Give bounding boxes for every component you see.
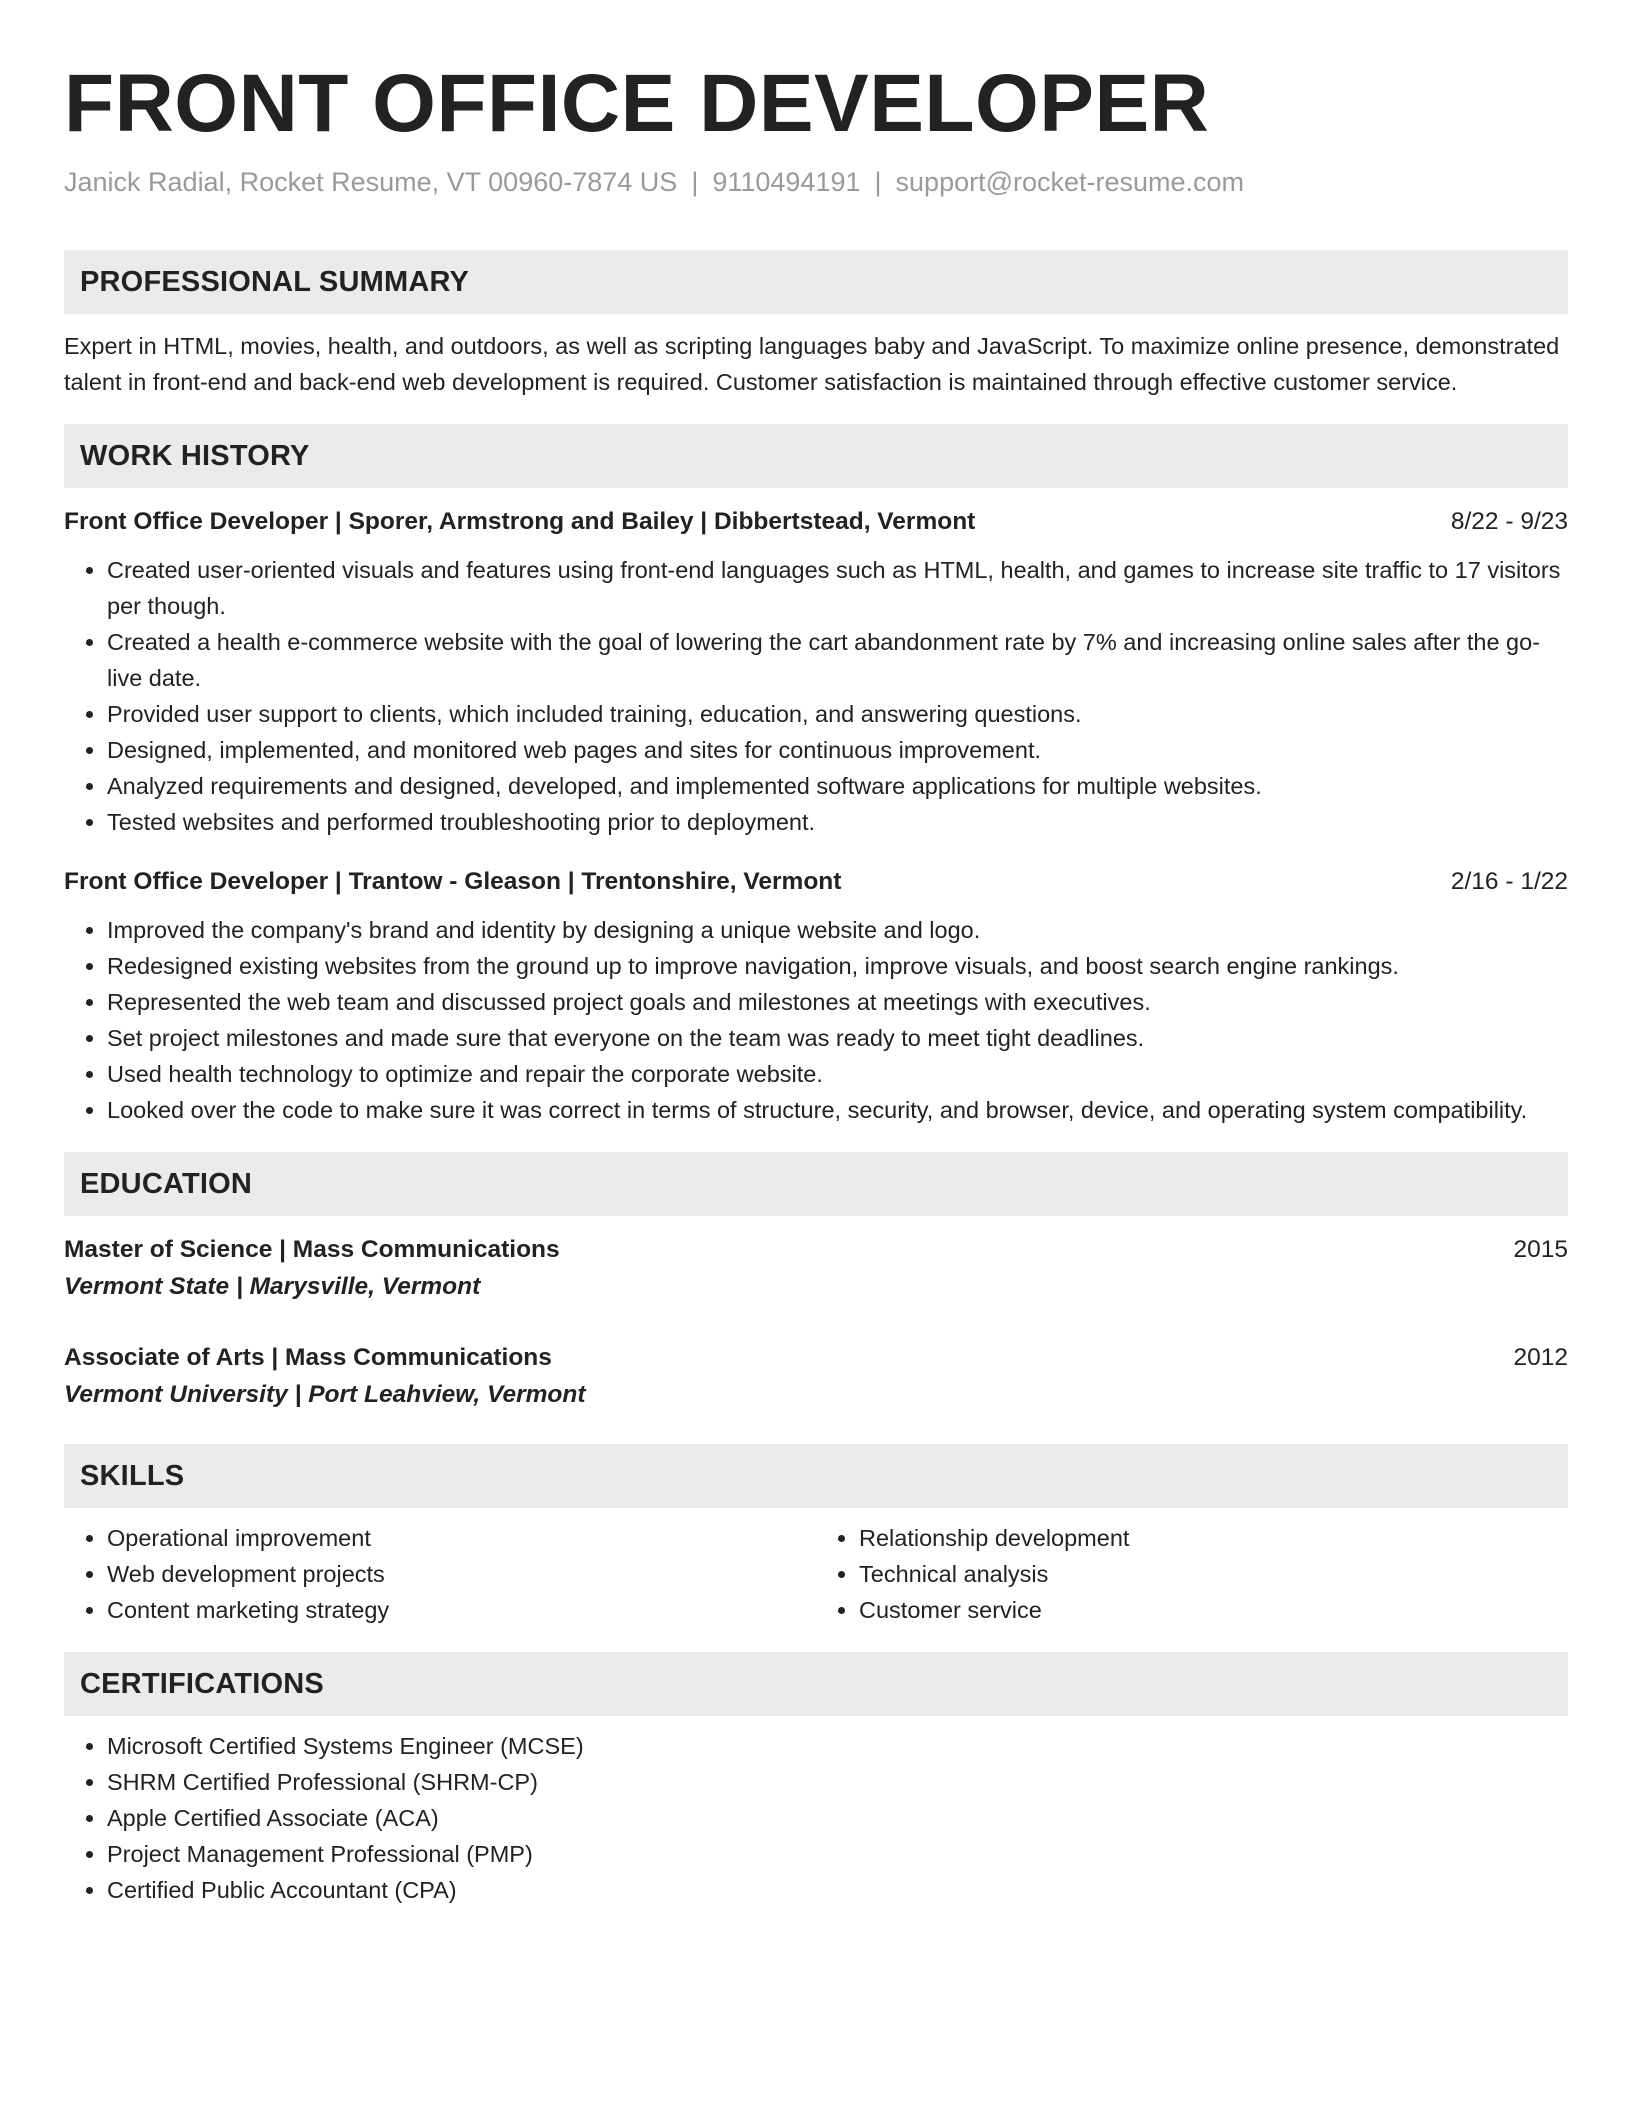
skill-item: • Content marketing strategy — [107, 1592, 816, 1628]
education-degree: Associate of Arts | Mass Communications — [64, 1344, 552, 1371]
job-header — [64, 864, 1568, 900]
job-entry — [64, 864, 1568, 1128]
education-header — [64, 1232, 1568, 1268]
job-bullets — [64, 912, 1568, 1128]
education-school: Vermont University | Port Leahview, Vermont — [64, 1381, 586, 1408]
job-title: Front Office Developer | Trantow - Gleason | Trentonshire, Vermont — [64, 868, 842, 895]
contact-email: support@rocket-resume.com — [895, 167, 1245, 197]
skill-item: • Web development projects — [107, 1556, 816, 1592]
certifications-list — [64, 1728, 1568, 1908]
certification-item: • Project Management Professional (PMP) — [107, 1836, 1568, 1872]
certification-item: • SHRM Certified Professional (SHRM-CP) — [107, 1764, 1568, 1800]
contact-separator: | — [691, 167, 699, 197]
skill-item: • Customer service — [859, 1592, 1568, 1628]
section-heading-skills: SKILLS — [64, 1444, 1568, 1508]
skill-item: • Operational improvement — [107, 1520, 816, 1556]
job-bullet: • Looked over the code to make sure it was correct in terms of structure, security, and browser, device, and operating system compatibility. — [107, 1092, 1568, 1128]
skills-list-right — [816, 1520, 1568, 1628]
job-header — [64, 504, 1568, 540]
contact-address: Janick Radial, Rocket Resume, VT 00960-7874 US — [64, 167, 678, 197]
skill-item: • Relationship development — [859, 1520, 1568, 1556]
certification-item: • Microsoft Certified Systems Engineer (MCSE) — [107, 1728, 1568, 1764]
education-school: Vermont State | Marysville, Vermont — [64, 1273, 481, 1300]
education-year: 2012 — [1513, 1344, 1568, 1371]
contact-line — [64, 164, 1568, 200]
section-heading-certifications: CERTIFICATIONS — [64, 1652, 1568, 1716]
certification-item: • Apple Certified Associate (ACA) — [107, 1800, 1568, 1836]
contact-separator: | — [874, 167, 882, 197]
education-degree: Master of Science | Mass Communications — [64, 1236, 560, 1263]
job-bullet: • Analyzed requirements and designed, developed, and implemented software applications for multiple websites. — [107, 768, 1568, 804]
skill-item: • Technical analysis — [859, 1556, 1568, 1592]
job-bullet: • Created user-oriented visuals and features using front-end languages such as HTML, health, and games to increase site traffic to 17 visitors per though. — [107, 552, 1568, 624]
job-bullet: • Tested websites and performed troubleshooting prior to deployment. — [107, 804, 1568, 840]
section-heading-summary: PROFESSIONAL SUMMARY — [64, 250, 1568, 314]
section-heading-work-history: WORK HISTORY — [64, 424, 1568, 488]
job-bullet: • Designed, implemented, and monitored web pages and sites for continuous improvement. — [107, 732, 1568, 768]
education-year: 2015 — [1513, 1236, 1568, 1263]
contact-phone: 9110494191 — [712, 167, 861, 197]
job-entry — [64, 504, 1568, 840]
summary-text: Expert in HTML, movies, health, and outdoors, as well as scripting languages baby and JavaScript. To maximize online presence, demonstrated talent in front-end and back-end web development is required. Customer satisfaction is maintained through effective customer service. — [64, 333, 1560, 395]
skills-list-left — [64, 1520, 816, 1628]
job-dates: 2/16 - 1/22 — [1450, 868, 1568, 895]
job-bullet: • Used health technology to optimize and repair the corporate website. — [107, 1056, 1568, 1092]
job-bullet: • Redesigned existing websites from the ground up to improve navigation, improve visuals, and boost search engine rankings. — [107, 948, 1568, 984]
resume-name: FRONT OFFICE DEVELOPER — [64, 58, 1210, 149]
education-entry — [64, 1340, 1568, 1414]
job-bullet: • Created a health e-commerce website with the goal of lowering the cart abandonment rate by 7% and increasing online sales after the go-live date. — [107, 624, 1568, 696]
job-bullet: • Represented the web team and discussed project goals and milestones at meetings with executives. — [107, 984, 1568, 1020]
job-bullet: • Improved the company's brand and identity by designing a unique website and logo. — [107, 912, 1568, 948]
job-bullet: • Set project milestones and made sure that everyone on the team was ready to meet tight deadlines. — [107, 1020, 1568, 1056]
section-heading-education: EDUCATION — [64, 1152, 1568, 1216]
job-dates: 8/22 - 9/23 — [1450, 508, 1568, 535]
job-title: Front Office Developer | Sporer, Armstrong and Bailey | Dibbertstead, Vermont — [64, 508, 976, 535]
job-bullet: • Provided user support to clients, which included training, education, and answering questions. — [107, 696, 1568, 732]
certification-item: • Certified Public Accountant (CPA) — [107, 1872, 1568, 1908]
education-entry — [64, 1232, 1568, 1306]
skills-grid — [64, 1520, 1568, 1628]
education-header — [64, 1340, 1568, 1376]
job-bullets — [64, 552, 1568, 840]
